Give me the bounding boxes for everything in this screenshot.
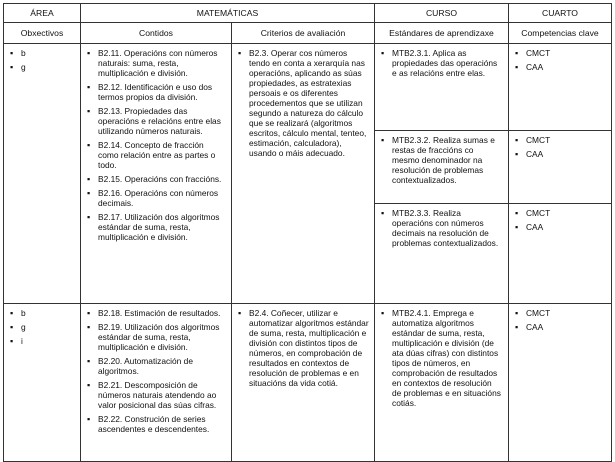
content-item: ▪ B2.13. Propiedades das operacións e relacións entre elas utilizando números naturais. [86, 106, 226, 136]
content-item: ▪ B2.14. Concepto de fracción como relación entre as partes o todo. [86, 140, 226, 170]
objectives-cell [4, 44, 81, 304]
contents-cell [81, 44, 232, 304]
content-item: ▪ B2.18. Estimación de resultados. [86, 308, 226, 318]
curriculum-table [3, 3, 612, 462]
area-header: ÁREA [4, 4, 81, 23]
header-row-2 [4, 23, 612, 44]
contents-column-header: Contidos [81, 23, 232, 44]
competence-item: ▪ CAA [514, 149, 606, 159]
competences-cell [509, 304, 612, 462]
standards-column-header: Estándares de aprendizaxe [375, 23, 509, 44]
competence-item: ▪ CMCT [514, 308, 606, 318]
standards-cell [375, 44, 509, 304]
competences-cell [509, 44, 612, 304]
standard-item: ▪ MTB2.3.1. Aplica as propiedades das operacións e as relacións entre elas. [380, 48, 503, 78]
table-row [4, 304, 612, 462]
content-item: ▪ B2.16. Operacións con números decimais. [86, 188, 226, 208]
objectives-cell [4, 304, 81, 462]
criterion-item: ▪ B2.4. Coñecer, utilizar e automatizar algoritmos estándar de suma, resta, multiplicación e división con distintos tipos de números, en comprobación de resultados en contextos de resolución de problemas e en situacións da vida cotiá. [237, 308, 369, 388]
competences-column-header: Competencias clave [509, 23, 612, 44]
contents-cell [81, 304, 232, 462]
course-header: CURSO [375, 4, 509, 23]
criteria-cell [232, 304, 375, 462]
competence-item: ▪ CAA [514, 222, 606, 232]
standards-cell [375, 304, 509, 462]
standard-item: ▪ MTB2.3.3. Realiza operacións con números decimais na resolución de problemas contextualizados. [380, 208, 503, 248]
objective-item: ▪ g [9, 322, 75, 332]
objective-item: ▪ b [9, 308, 75, 318]
competence-item: ▪ CMCT [514, 135, 606, 145]
criteria-cell [232, 44, 375, 304]
content-item: ▪ B2.15. Operacións con fraccións. [86, 174, 226, 184]
objectives-column-header: Obxectivos [4, 23, 81, 44]
content-item: ▪ B2.20. Automatización de algoritmos. [86, 356, 226, 376]
table-row [4, 44, 612, 304]
header-row-1 [4, 4, 612, 23]
content-item: ▪ B2.19. Utilización dos algoritmos estándar de suma, resta, multiplicación e división. [86, 322, 226, 352]
standard-item: ▪ MTB2.3.2. Realiza sumas e restas de fraccións co mesmo denominador na resolución de problemas contextualizados. [380, 135, 503, 185]
content-item: ▪ B2.17. Utilización dos algoritmos estándar de suma, resta, multiplicación e división. [86, 212, 226, 242]
competence-item: ▪ CMCT [514, 208, 606, 218]
content-item: ▪ B2.11. Operacións con números naturais: suma, resta, multiplicación e división. [86, 48, 226, 78]
standard-item: ▪ MTB2.4.1. Emprega e automatiza algoritmos estándar de suma, resta, multiplicación e división (de ata dúas cifras) con distintos tipos de números, en comprobación de resultados en contextos de resolución de problemas e en situacións cotiás. [380, 308, 503, 408]
criterion-item: ▪ B2.3. Operar cos números tendo en conta a xerarquía nas operacións, aplicando as súas propiedades, as estratexias persoais e os diferentes procedementos que se utilizan segundo a natureza do cálculo que se realizará (algoritmos escritos, cálculo mental, tenteo, estimación, calculadora), usando o máis adecuado. [237, 48, 369, 158]
course-value-header: CUARTO [509, 4, 612, 23]
content-item: ▪ B2.22. Construción de series ascendentes e descendentes. [86, 414, 226, 434]
content-item: ▪ B2.12. Identificación e uso dos termos propios da división. [86, 82, 226, 102]
criteria-column-header: Criterios de avaliación [232, 23, 375, 44]
competence-item: ▪ CAA [514, 62, 606, 72]
subject-header: MATEMÁTICAS [81, 4, 375, 23]
competence-item: ▪ CMCT [514, 48, 606, 58]
objective-item: ▪ i [9, 336, 75, 346]
objective-item: ▪ g [9, 62, 75, 72]
objective-item: ▪ b [9, 48, 75, 58]
competence-item: ▪ CAA [514, 322, 606, 332]
content-item: ▪ B2.21. Descomposición de números naturais atendendo ao valor posicional das súas cifras. [86, 380, 226, 410]
